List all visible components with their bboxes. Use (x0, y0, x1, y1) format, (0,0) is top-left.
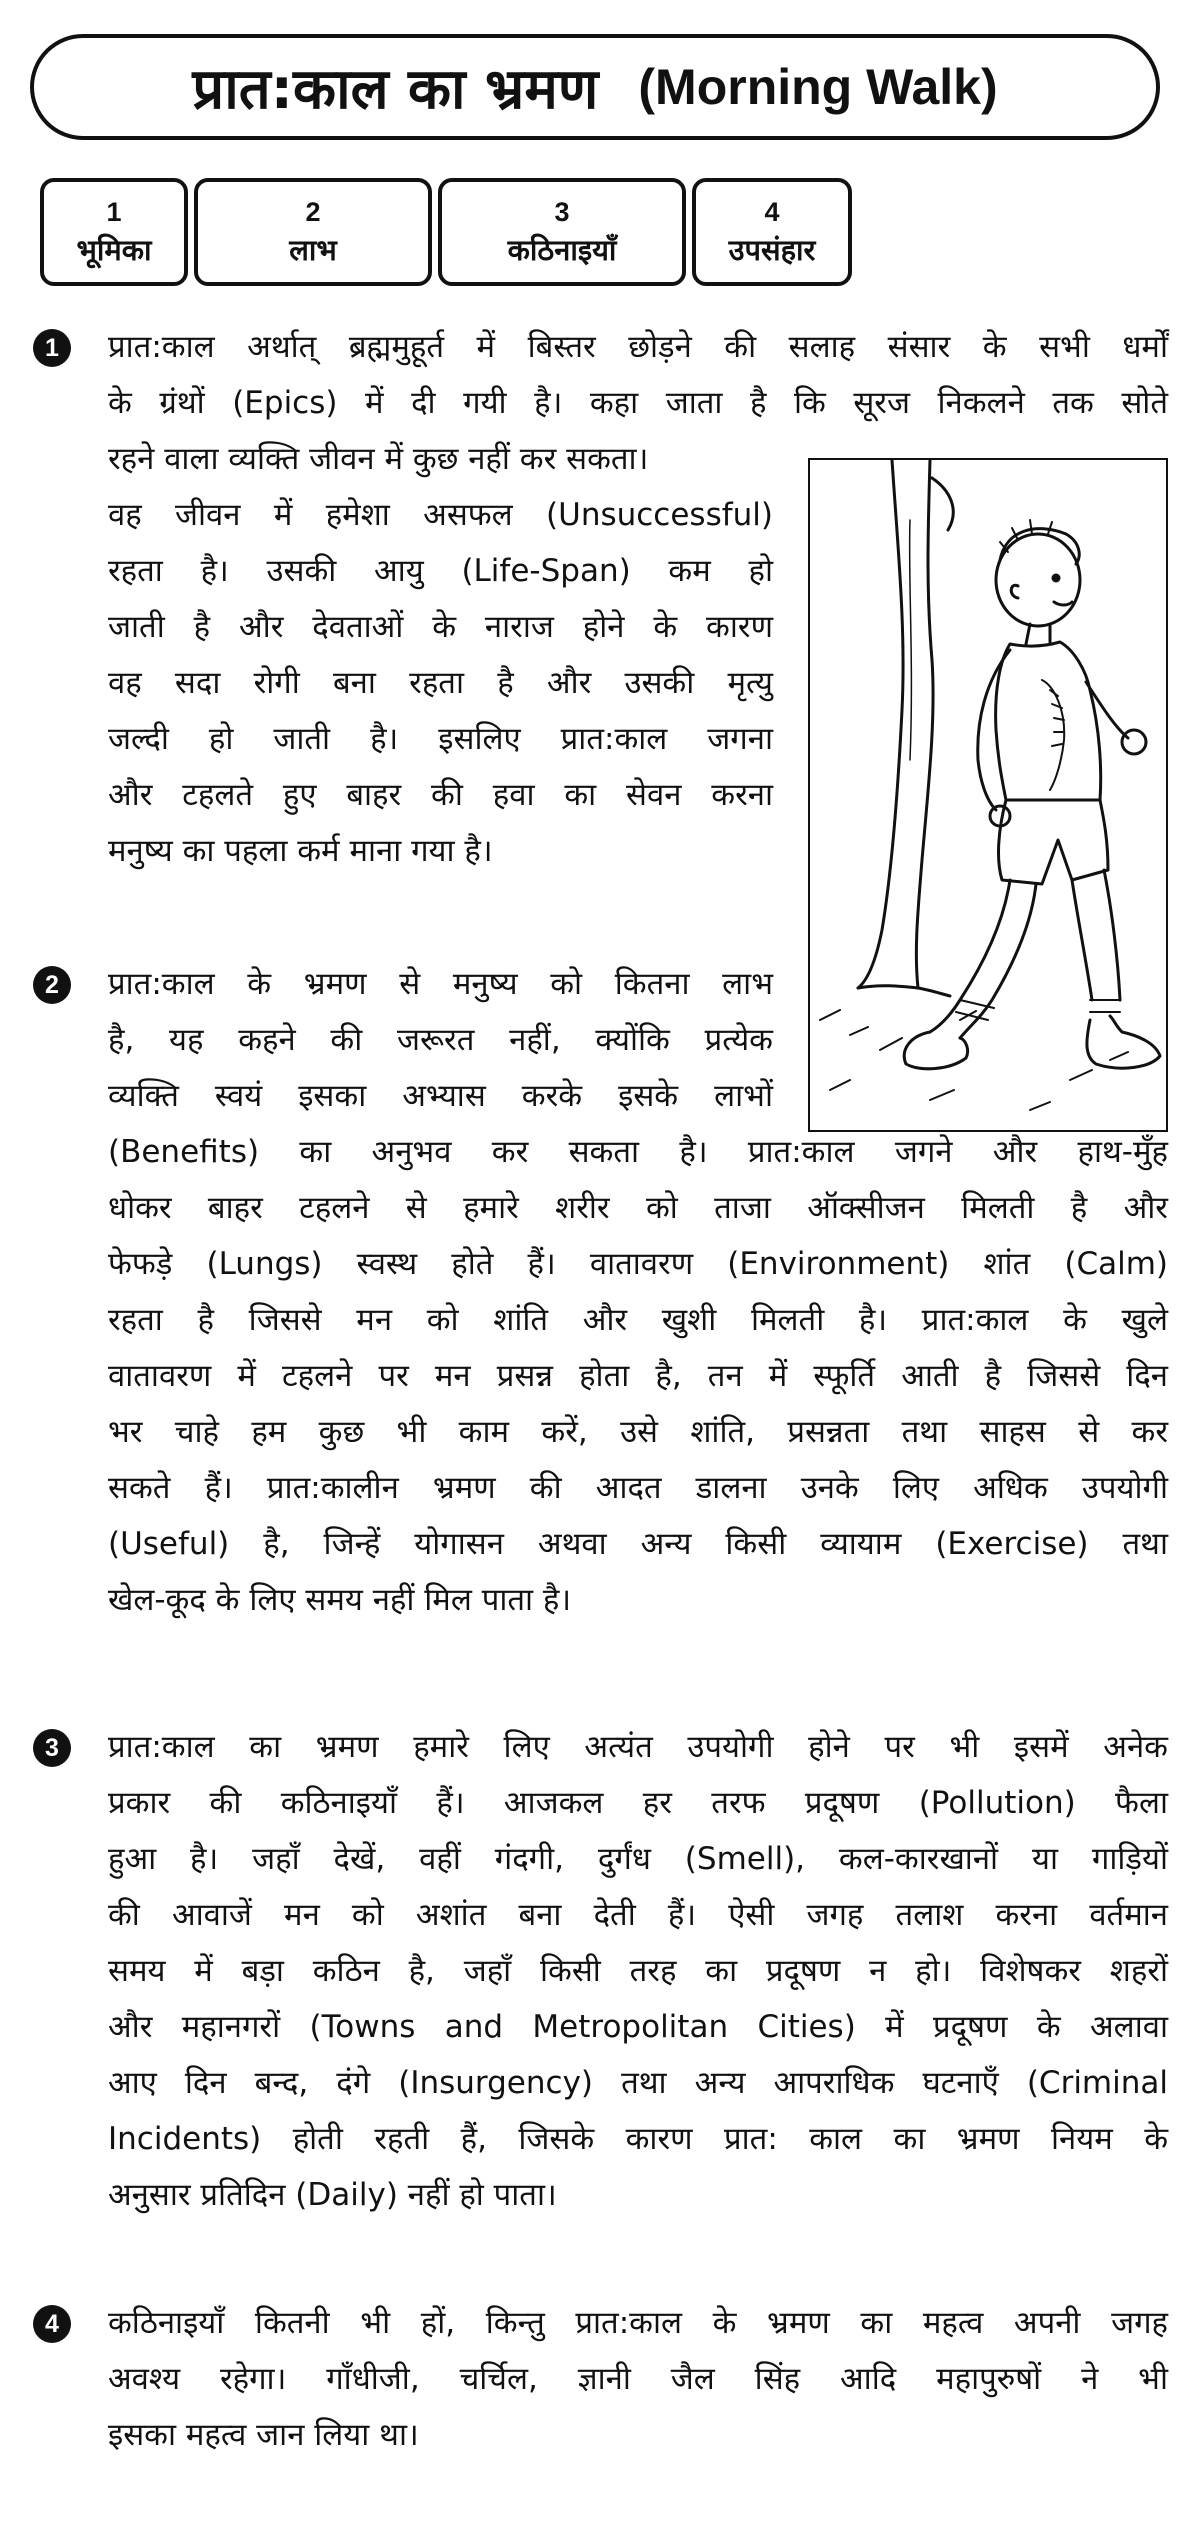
text-line: जाती है और देवताओं के नाराज होने के कारण (108, 609, 773, 645)
text-line: धोकर बाहर टहलने से हमारे शरीर को ताजा ऑक्सीजन मिलती है और (108, 1190, 1168, 1226)
paragraph-marker-4: 4 (33, 2305, 71, 2343)
title-banner (30, 34, 1160, 140)
text-line: व्यक्ति स्वयं इसका अभ्यास करके इसके लाभों (108, 1078, 773, 1114)
text-line: वातावरण में टहलने पर मन प्रसन्न होता है, तन में स्फूर्ति आती है जिससे दिन (108, 1358, 1168, 1394)
outline-number: 4 (764, 197, 780, 227)
title-hindi: प्रात:काल का भ्रमण (192, 57, 599, 122)
text-line: (Useful) है, जिन्हें योगासन अथवा अन्य किसी व्यायाम (Exercise) तथा (108, 1526, 1168, 1562)
outline-item-conclusion (692, 178, 852, 286)
text-line: जल्दी हो जाती है। इसलिए प्रात:काल जगना (108, 721, 773, 757)
text-line: अवश्य रहेगा। गाँधीजी, चर्चिल, ज्ञानी जैल सिंह आदि महापुरुषों ने भी (108, 2361, 1168, 2397)
text-line: फेफड़े (Lungs) स्वस्थ होते हैं। वातावरण (Environment) शांत (Calm) (108, 1246, 1168, 1282)
text-line: भर चाहे हम कुछ भी काम करें, उसे शांति, प्रसन्नता तथा साहस से कर (108, 1414, 1168, 1450)
text-line: आए दिन बन्द, दंगे (Insurgency) तथा अन्य आपराधिक घटनाएँ (Criminal (108, 2065, 1168, 2101)
outline-label: उपसंहार (728, 233, 816, 267)
text-line: (Benefits) का अनुभव कर सकता है। प्रात:काल जगने और हाथ-मुँह (108, 1134, 1168, 1170)
text-line: खेल-कूद के लिए समय नहीं मिल पाता है। (108, 1582, 572, 1618)
text-line: रहता है जिससे मन को शांति और खुशी मिलती है। प्रात:काल के खुले (108, 1302, 1168, 1338)
text-line: प्रात:काल अर्थात् ब्रह्ममुहूर्त में बिस्तर छोड़ने की सलाह संसार के सभी धर्मों (108, 329, 1168, 365)
text-line: प्रकार की कठिनाइयाँ हैं। आजकल हर तरफ प्रदूषण (Pollution) फैला (108, 1785, 1168, 1821)
text-line: हुआ है। जहाँ देखें, वहीं गंदगी, दुर्गंध (Smell), कल-कारखानों या गाड़ियों (108, 1841, 1168, 1877)
paragraph-marker-2: 2 (33, 966, 71, 1004)
text-line: प्रात:काल का भ्रमण हमारे लिए अत्यंत उपयोगी होने पर भी इसमें अनेक (108, 1729, 1168, 1765)
boy-walking-illustration (808, 458, 1168, 1132)
outline-label: भूमिका (76, 233, 152, 267)
text-line: और महानगरों (Towns and Metropolitan Cities) में प्रदूषण के अलावा (108, 2009, 1168, 2045)
text-line: रहने वाला व्यक्ति जीवन में कुछ नहीं कर सकता। (108, 441, 649, 477)
text-line: वह जीवन में हमेशा असफल (Unsuccessful) (108, 497, 773, 533)
outline-item-difficulties (438, 178, 686, 286)
outline-item-benefits (194, 178, 432, 286)
text-line: रहता है। उसकी आयु (Life-Span) कम हो (108, 553, 773, 589)
text-line: Incidents) होती रहती हैं, जिसके कारण प्रात: काल का भ्रमण नियम के (108, 2121, 1168, 2157)
text-line: प्रात:काल के भ्रमण से मनुष्य को कितना लाभ (108, 966, 773, 1002)
text-line: के ग्रंथों (Epics) में दी गयी है। कहा जाता है कि सूरज निकलने तक सोते (108, 385, 1168, 421)
text-line: समय में बड़ा कठिन है, जहाँ किसी तरह का प्रदूषण न हो। विशेषकर शहरों (108, 1953, 1168, 1989)
outline-number: 1 (106, 197, 122, 227)
walking-boy-icon (810, 460, 1166, 1130)
text-line: अनुसार प्रतिदिन (Daily) नहीं हो पाता। (108, 2177, 557, 2213)
text-line: इसका महत्व जान लिया था। (108, 2417, 419, 2453)
paragraph-marker-3: 3 (33, 1729, 71, 1767)
essay-outline (40, 178, 852, 286)
outline-label: कठिनाइयाँ (507, 233, 617, 267)
text-line: वह सदा रोगी बना रहता है और उसकी मृत्यु (108, 665, 773, 701)
text-line: है, यह कहने की जरूरत नहीं, क्योंकि प्रत्येक (108, 1022, 773, 1058)
title-english: (Morning Walk) (638, 59, 998, 115)
text-line: मनुष्य का पहला कर्म माना गया है। (108, 833, 493, 869)
outline-number: 2 (305, 197, 321, 227)
text-line: की आवाजें मन को अशांत बना देती हैं। ऐसी जगह तलाश करना वर्तमान (108, 1897, 1168, 1933)
outline-item-introduction (40, 178, 188, 286)
outline-number: 3 (554, 197, 570, 227)
text-line: कठिनाइयाँ कितनी भी हों, किन्तु प्रात:काल के भ्रमण का महत्व अपनी जगह (108, 2305, 1168, 2341)
outline-label: लाभ (289, 233, 337, 267)
text-line: सकते हैं। प्रात:कालीन भ्रमण की आदत डालना उनके लिए अधिक उपयोगी (108, 1470, 1168, 1506)
text-line: और टहलते हुए बाहर की हवा का सेवन करना (108, 777, 773, 813)
paragraph-marker-1: 1 (33, 329, 71, 367)
